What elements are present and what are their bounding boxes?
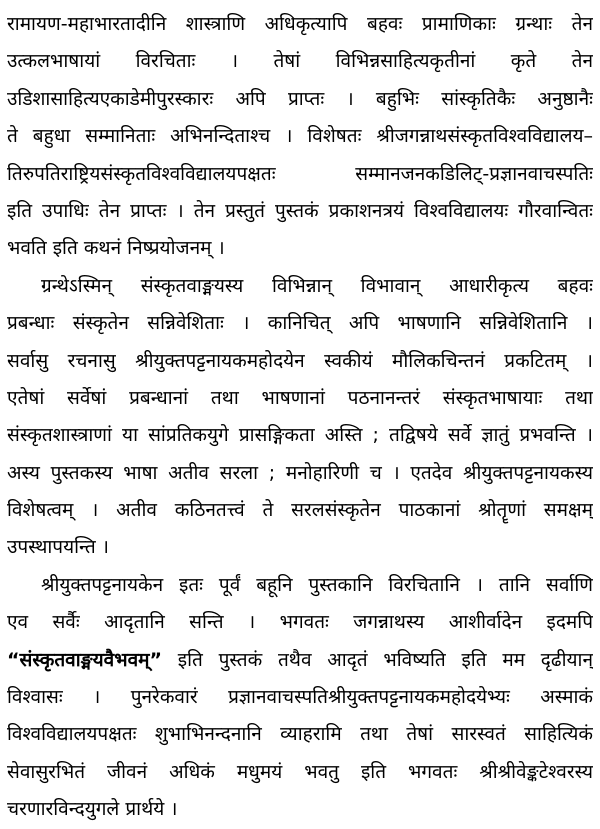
- paragraph-2: [7, 268, 593, 567]
- text-line: इति उपाधिः तेन प्राप्तः । तेन प्रस्तुतं पुस्तकं प्रकाशनत्रयं विश्वविद्यालयः गौरवान्वितः: [7, 199, 593, 222]
- text-line: तिरुपतिराष्ट्रियसंस्कृतविश्वविद्यालयपक्षतः सम्मानजनकडिलिट्-प्रज्ञानवाचस्पतिः: [7, 162, 593, 185]
- paragraph-3: [7, 567, 593, 829]
- text-line-rest: इति पुस्तकं तथैव आदृतं भविष्यति इति मम दृढीयान्: [177, 648, 593, 671]
- text-line: ग्रन्थेऽस्मिन् संस्कृतवाङ्मयस्य विभिन्नान् विभावान् आधारीकृत्य बहवः: [41, 274, 593, 297]
- text-line: अस्य पुस्तकस्य भाषा अतीव सरला ; मनोहारिणी च । एतदेव श्रीयुक्तपट्टनायकस्य: [7, 461, 593, 484]
- text-line: सर्वासु रचनासु श्रीयुक्तपट्टनायकमहोदयेन स्वकीयं मौलिकचिन्तनं प्रकटितम् ।: [7, 349, 593, 372]
- text-line-with-title: [7, 642, 593, 679]
- text-line: उडिशासाहित्यएकाडेमीपुरस्कारः अपि प्राप्तः । बहुभिः सांस्कृतिकैः अनुष्ठानैः: [7, 87, 593, 110]
- text-line: विशेषत्वम् । अतीव कठिनतत्त्वं ते सरलसंस्कृतेन पाठकानां श्रोतॄणां समक्षम्: [7, 499, 593, 522]
- paragraph-1: [7, 6, 593, 268]
- text-line: प्रबन्धाः संस्कृतेन सन्निवेशिताः । कानिचित् अपि भाषणानि सन्निवेशितानि ।: [7, 312, 593, 335]
- text-line: संस्कृतशास्त्राणां या सांप्रतिकयुगे प्रासङ्गिकता अस्ति ; तद्विषये सर्वे ज्ञातुं प्रभवन्ति ।: [7, 424, 593, 447]
- text-line: उत्कलभाषायां विरचिताः । तेषां विभिन्नसाहित्यकृतीनां कृते तेन: [7, 50, 593, 73]
- text-line: भवति इति कथनं निष्प्रयोजनम् ।: [7, 237, 225, 260]
- text-line: एव सर्वैः आदृतानि सन्ति । भगवतः जगन्नाथस्य आशीर्वादेन इदमपि: [7, 611, 593, 634]
- text-line: एतेषां सर्वेषां प्रबन्धानां तथा भाषणानां पठनानन्तरं संस्कृतभाषायाः तथा: [7, 386, 593, 409]
- text-line: उपस्थापयन्ति ।: [7, 536, 109, 559]
- text-line: विश्वविद्यालयपक्षतः शुभाभिनन्दनानि व्याहरामि तथा तेषां सारस्वतं साहित्यिकं: [7, 723, 593, 746]
- text-line: चरणारविन्दयुगले प्रार्थये ।: [7, 798, 178, 821]
- book-title: “संस्कृतवाङ्मयवैभवम्”: [7, 648, 163, 671]
- text-line: रामायण-महाभारतादीनि शास्त्राणि अधिकृत्यापि बहवः प्रामाणिकाः ग्रन्थाः तेन: [7, 13, 593, 35]
- text-line: श्रीयुक्तपट्टनायकेन इतः पूर्वं बहूनि पुस्तकानि विरचितानि । तानि सर्वाणि: [41, 573, 593, 596]
- text-line: विश्वासः । पुनरेकवारं प्रज्ञानवाचस्पतिश्रीयुक्तपट्टनायकमहोदयेभ्यः अस्माकं: [7, 686, 593, 709]
- text-line: ते बहुधा सम्मानिताः अभिनन्दिताश्च । विशेषतः श्रीजगन्नाथसंस्कृतविश्वविद्यालय–: [7, 125, 593, 148]
- text-line: सेवासुरभितं जीवनं अधिकं मधुमयं भवतु इति भगवतः श्रीश्रीवेङ्कटेश्वरस्य: [7, 760, 593, 783]
